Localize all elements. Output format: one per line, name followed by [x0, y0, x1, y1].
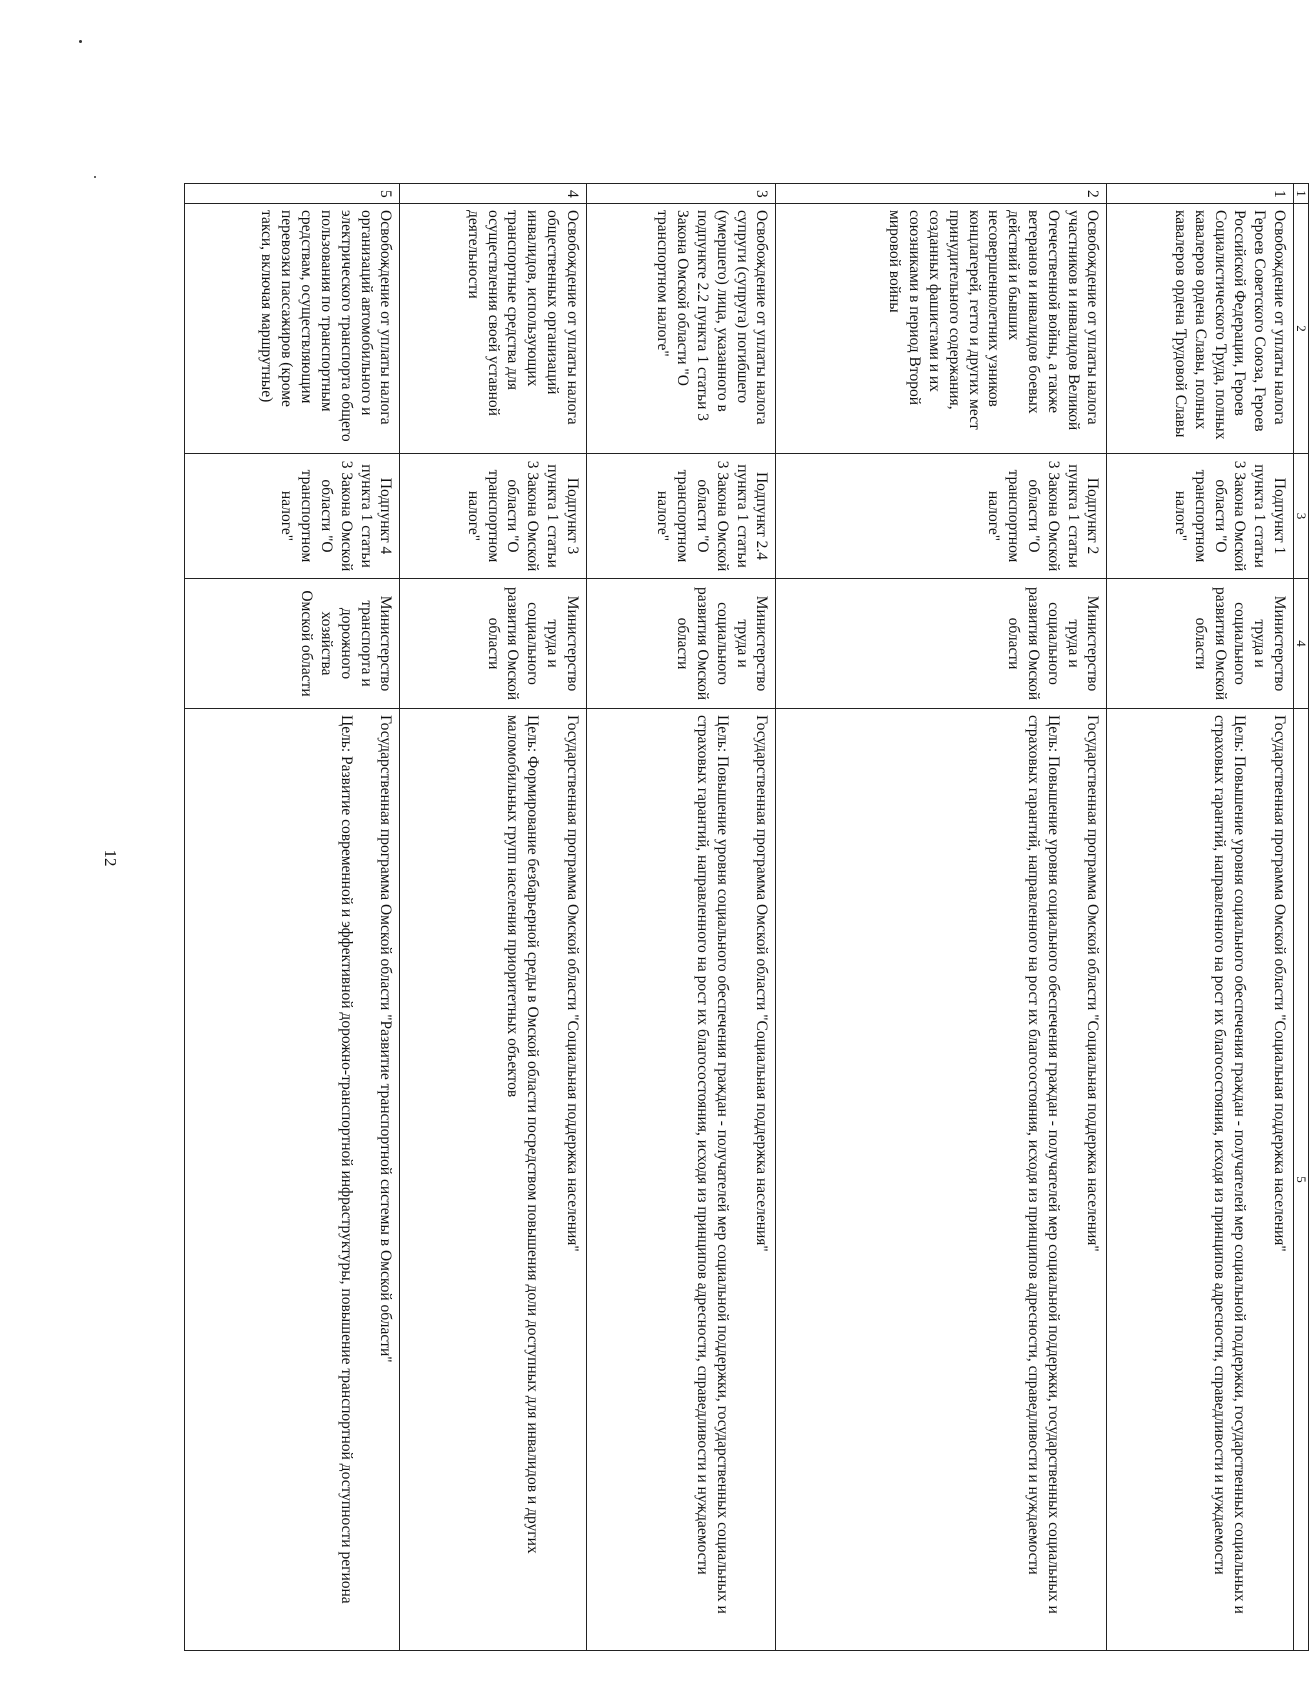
table-row	[1107, 184, 1294, 1651]
program-goal: Цель: Повышение уровня социального обеспечения граждан - получателей мер социальной поддержки, государственных социальных и страховых гарантий, направленного на рост их благосостояния, исходя из принципов адресности, справедливости и нуждаемости	[1211, 715, 1249, 1614]
column-header: 2	[1294, 204, 1309, 454]
responsible-ministry: Министерство труда и социального развития Омской области	[586, 579, 775, 709]
column-header: 3	[1294, 454, 1309, 579]
column-header: 4	[1294, 579, 1309, 709]
relief-description: Освобождение от уплаты налога участников и инвалидов Великой Отечественной войны, а также ветеранов и инвалидов боевых действий и бывших несовершеннолетних узников концлагерей, гетто и других мест принудительного содержания, созданных фашистами и их союзниками в период Второй мировой войны	[776, 204, 1107, 454]
program-cell	[185, 709, 400, 1651]
row-number: 2	[776, 184, 1107, 204]
tax-relief-table	[184, 183, 1309, 1651]
program-goal: Цель: Развитие современной и эффективной дорожно-транспортной инфраструктуры, повышение транспортной доступности региона	[337, 715, 355, 1604]
program-cell	[586, 709, 775, 1651]
program-cell	[400, 709, 587, 1651]
program-name: Государственная программа Омской области "Социальная поддержка населения"	[753, 715, 771, 1252]
responsible-ministry: Министерство труда и социального развития Омской области	[400, 579, 587, 709]
program-goal: Цель: Повышение уровня социального обеспечения граждан - получателей мер социальной поддержки, государственных социальных и страховых гарантий, направленного на рост их благосостояния, исходя из принципов адресности, справедливости и нуждаемости	[693, 715, 731, 1614]
rotated-table-container	[184, 183, 1314, 1663]
table-row	[586, 184, 775, 1651]
law-reference: Подпункт 2.4 пункта 1 статьи 3 Закона Омской области "О транспортном налоге"	[586, 454, 775, 579]
program-cell	[1107, 709, 1294, 1651]
relief-description: Освобождение от уплаты налога общественных организаций инвалидов, использующих транспортные средства для осуществления своей уставной деятельности	[400, 204, 587, 454]
relief-description: Освобождение от уплаты налога супруги (супруга) погибшего (умершего) лица, указанного в подпункте 2.2 пункта 1 статьи 3 Закона Омской области "О транспортном налоге"	[586, 204, 775, 454]
program-goal: Цель: Повышение уровня социального обеспечения граждан - получателей мер социальной поддержки, государственных социальных и страховых гарантий, направленного на рост их благосостояния, исходя из принципов адресности, справедливости и нуждаемости	[1024, 715, 1062, 1614]
row-number: 4	[400, 184, 587, 204]
page-number: 12	[101, 849, 120, 867]
law-reference: Подпункт 3 пункта 1 статьи 3 Закона Омской области "О транспортном налоге"	[400, 454, 587, 579]
responsible-ministry: Министерство труда и социального развития Омской области	[776, 579, 1107, 709]
column-header: 1	[1294, 184, 1309, 204]
row-number: 1	[1107, 184, 1294, 204]
table-row	[776, 184, 1107, 1651]
relief-description: Освобождение от уплаты налога Героев Советского Союза, Героев Российской Федерации, Героев Социалистического Труда, полных кавалеров ордена Славы, полных кавалеров ордена Трудовой Славы	[1107, 204, 1294, 454]
program-name: Государственная программа Омской области "Социальная поддержка населения"	[1271, 715, 1288, 1252]
law-reference: Подпункт 4 пункта 1 статьи 3 Закона Омской области "О транспортном налоге"	[185, 454, 400, 579]
law-reference: Подпункт 2 пункта 1 статьи 3 Закона Омской области "О транспортном налоге"	[776, 454, 1107, 579]
program-name: Государственная программа Омской области "Социальная поддержка населения"	[1084, 715, 1102, 1252]
program-goal: Цель: Формирование безбарьерной среды в Омской области посредством повышения доли доступных для инвалидов и других маломобильных групп населения приоритетных объектов	[504, 715, 542, 1554]
responsible-ministry: Министерство труда и социального развития Омской области	[1107, 579, 1294, 709]
program-name: Государственная программа Омской области "Социальная поддержка населения"	[563, 715, 581, 1252]
table-header-row	[1294, 184, 1309, 1651]
row-number: 5	[185, 184, 400, 204]
table-row	[185, 184, 400, 1651]
program-cell	[776, 709, 1107, 1651]
relief-description: Освобождение от уплаты налога организаций автомобильного и электрического транспорта общего пользования по транспортным средствам, осуществляющим перевозки пассажиров (кроме такси, включая маршрутные)	[185, 204, 400, 454]
responsible-ministry: Министерство транспорта и дорожного хозяйства Омской области	[185, 579, 400, 709]
scan-speck	[79, 40, 82, 43]
column-header: 5	[1294, 709, 1309, 1651]
program-name: Государственная программа Омской области "Развитие транспортной системы в Омской области"	[377, 715, 395, 1363]
law-reference: Подпункт 1 пункта 1 статьи 3 Закона Омской области "О транспортном налоге"	[1107, 454, 1294, 579]
table-row	[400, 184, 587, 1651]
row-number: 3	[586, 184, 775, 204]
scan-speck	[94, 176, 96, 178]
